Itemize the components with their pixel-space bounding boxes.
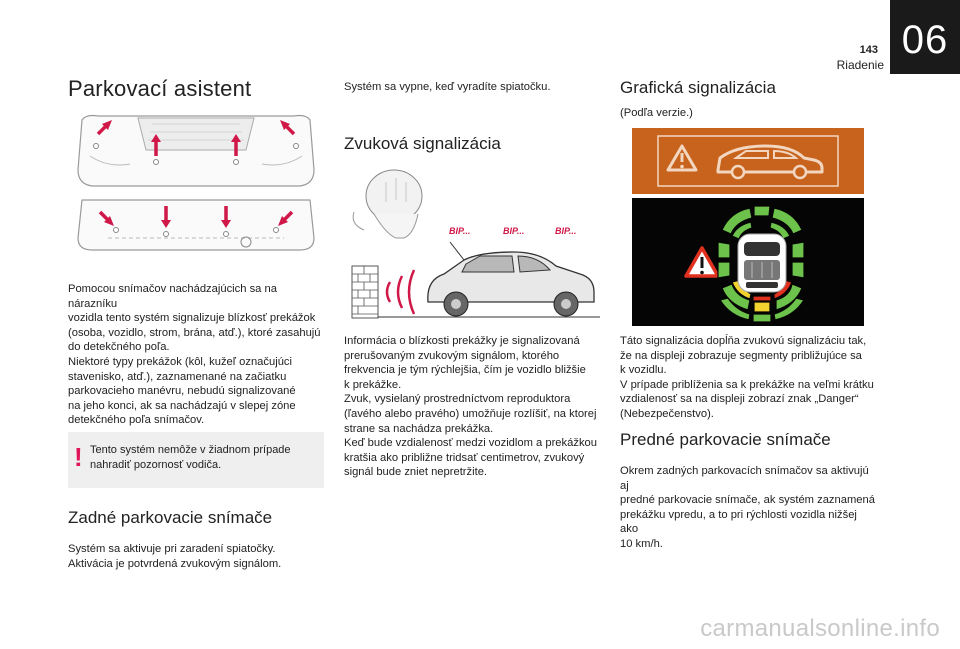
- reverse-off-text: Systém sa vypne, keď vyradíte spiatočku.: [344, 81, 551, 93]
- version-note: (Podľa verzie.): [620, 107, 693, 119]
- parking-display-panel: [632, 198, 864, 326]
- audio-signal-heading: Zvuková signalizácia: [344, 134, 501, 153]
- beep-label: BIP...: [449, 226, 471, 236]
- front-sensors-heading: Predné parkovacie snímače: [620, 430, 831, 449]
- warning-text: Tento systém nemôže v žiadnom prípade nahradiť pozornosť vodiča.: [90, 444, 291, 471]
- warning-box: [68, 432, 324, 488]
- exclamation-icon: !: [74, 442, 83, 472]
- intro-text: Pomocou snímačov nachádzajúcich sa na nárazníku vozidla tento systém signalizuje blízkosť prekážok (osoba, vozidlo, strom, brána, atď.), ktoré zasahujú do detekčného poľa. Niektoré typy prekážok (kôl, kužeľ označujúci stavenisko, atď.), zaznamenané na začiatku parkovacieho manévru, nebudú signalizované na jeho konci, ak sa nachádzajú v slepej zóne detekčného poľa snímačov.: [68, 283, 321, 427]
- beep-label: BIP...: [555, 226, 577, 236]
- bumper-sensors-illustration: [68, 110, 324, 270]
- rear-sensors-heading: Zadné parkovacie snímače: [68, 508, 273, 527]
- rear-sensors-text: Systém sa aktivuje pri zaradení spiatočky. Aktivácia je potvrdená zvukovým signálom.: [68, 543, 282, 570]
- audio-signal-illustration: [344, 164, 600, 324]
- beep-labels: [449, 226, 589, 240]
- front-sensors-text: Okrem zadných parkovacích snímačov sa aktivujú aj predné parkovacie snímače, ak systém zaznamená prekážku vpredu, a to pri rýchlosti vozidla nižšej ako 10 km/h.: [620, 465, 875, 550]
- watermark: carmanualsonline.info: [700, 615, 940, 642]
- graphic-signal-text: Táto signalizácia dopĺňa zvukovú signalizáciu tak, že na displeji zobrazuje segmenty približujúce sa k vozidlu. V prípade priblíženia sa k prekážke na veľmi krátku vzdialenosť sa na displeji zobrazí znak „Danger“ (Nebezpečenstvo).: [620, 335, 874, 420]
- audio-signal-text: Informácia o blízkosti prekážky je signalizovaná prerušovaným zvukovým signálom, ktorého frekvencia je tým rýchlejšia, čím je vozidlo bližšie k prekážke. Zvuk, vysielaný prostredníctvom reproduktora (ľavého alebo pravého) umožňuje rozlíšiť, na ktorej strane sa nachádza prekážka. Keď bude vzdialenosť medzi vozidlom a prekážkou kratšia ako približne tridsať centimetrov, zvukový signál bude zniet nepretržite.: [344, 335, 597, 479]
- orange-display-panel: [632, 128, 864, 194]
- page-number: 143: [859, 44, 878, 56]
- chapter-tab: 06: [890, 0, 960, 74]
- page-title: Parkovací asistent: [68, 76, 252, 101]
- beep-label: BIP...: [503, 226, 525, 236]
- section-name: Riadenie: [836, 58, 884, 72]
- graphic-signal-heading: Grafická signalizácia: [620, 78, 776, 97]
